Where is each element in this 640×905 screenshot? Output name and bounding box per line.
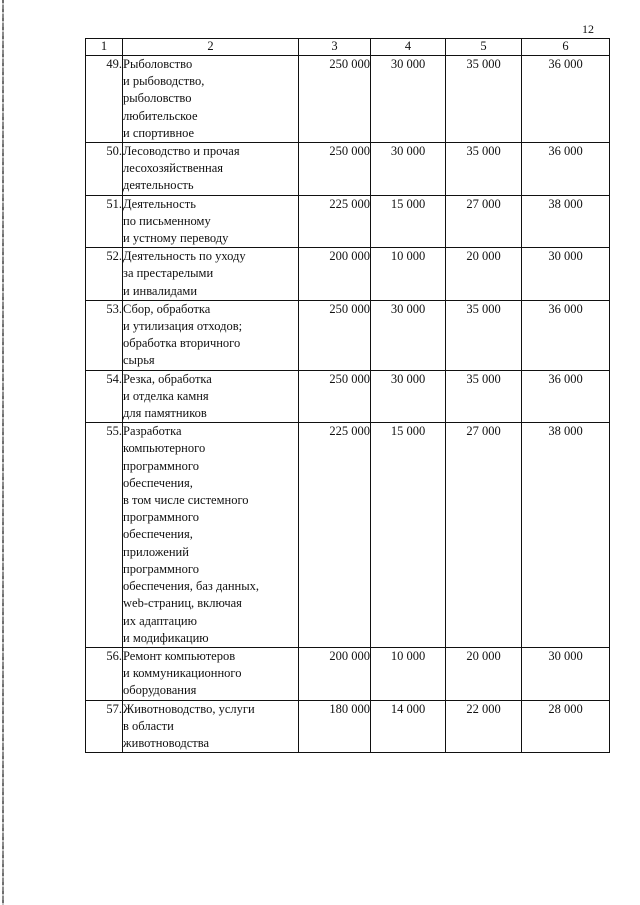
scan-edge-artifact (2, 0, 4, 905)
value-col-5: 27 000 (446, 423, 522, 648)
table-row (86, 300, 610, 370)
value-col-4: 30 000 (371, 370, 446, 423)
value-col-6: 36 000 (522, 370, 610, 423)
activity-name: Лесоводство и прочая лесохозяйственная деятельность (123, 143, 299, 196)
table-row (86, 195, 610, 248)
value-col-4: 10 000 (371, 647, 446, 700)
activity-name: Сбор, обработка и утилизация отходов; обработка вторичного сырья (123, 300, 299, 370)
column-header-4: 4 (371, 39, 446, 56)
value-col-6: 36 000 (522, 300, 610, 370)
table-header-row (86, 39, 610, 56)
value-col-4: 10 000 (371, 248, 446, 301)
value-col-6: 30 000 (522, 248, 610, 301)
row-number: 55. (86, 423, 123, 648)
row-number: 53. (86, 300, 123, 370)
column-header-5: 5 (446, 39, 522, 56)
table-row (86, 143, 610, 196)
column-header-6: 6 (522, 39, 610, 56)
value-col-4: 30 000 (371, 143, 446, 196)
value-col-3: 250 000 (299, 143, 371, 196)
row-number: 50. (86, 143, 123, 196)
row-number: 49. (86, 56, 123, 143)
table-row (86, 370, 610, 423)
value-col-3: 180 000 (299, 700, 371, 753)
value-col-5: 35 000 (446, 300, 522, 370)
activity-name: Животноводство, услуги в области животноводства (123, 700, 299, 753)
table-row (86, 423, 610, 648)
value-col-4: 15 000 (371, 423, 446, 648)
value-col-5: 20 000 (446, 647, 522, 700)
row-number: 51. (86, 195, 123, 248)
table-row (86, 56, 610, 143)
value-col-4: 14 000 (371, 700, 446, 753)
rates-table (85, 38, 610, 753)
value-col-6: 38 000 (522, 195, 610, 248)
value-col-4: 30 000 (371, 300, 446, 370)
column-header-3: 3 (299, 39, 371, 56)
column-header-2: 2 (123, 39, 299, 56)
value-col-3: 250 000 (299, 56, 371, 143)
value-col-3: 225 000 (299, 423, 371, 648)
activity-name: Ремонт компьютеров и коммуникационного оборудования (123, 647, 299, 700)
value-col-6: 38 000 (522, 423, 610, 648)
row-number: 52. (86, 248, 123, 301)
table-row (86, 248, 610, 301)
value-col-6: 28 000 (522, 700, 610, 753)
value-col-6: 30 000 (522, 647, 610, 700)
table-row (86, 647, 610, 700)
row-number: 56. (86, 647, 123, 700)
value-col-6: 36 000 (522, 143, 610, 196)
column-header-1: 1 (86, 39, 123, 56)
activity-name: Рыболовство и рыбоводство, рыболовство любительское и спортивное (123, 56, 299, 143)
value-col-6: 36 000 (522, 56, 610, 143)
row-number: 57. (86, 700, 123, 753)
value-col-4: 15 000 (371, 195, 446, 248)
value-col-3: 200 000 (299, 647, 371, 700)
value-col-3: 250 000 (299, 300, 371, 370)
activity-name: Деятельность по уходу за престарелыми и инвалидами (123, 248, 299, 301)
value-col-5: 35 000 (446, 370, 522, 423)
value-col-3: 250 000 (299, 370, 371, 423)
value-col-3: 225 000 (299, 195, 371, 248)
value-col-5: 20 000 (446, 248, 522, 301)
value-col-5: 35 000 (446, 143, 522, 196)
row-number: 54. (86, 370, 123, 423)
activity-name: Деятельность по письменному и устному переводу (123, 195, 299, 248)
value-col-5: 35 000 (446, 56, 522, 143)
value-col-5: 22 000 (446, 700, 522, 753)
table-row (86, 700, 610, 753)
page-number: 12 (582, 22, 594, 36)
value-col-4: 30 000 (371, 56, 446, 143)
activity-name: Разработка компьютерного программного обеспечения, в том числе системного программного обеспечения, приложений программного обеспечения, баз данных, web-страниц, включая их адаптацию и модификацию (123, 423, 299, 648)
activity-name: Резка, обработка и отделка камня для памятников (123, 370, 299, 423)
value-col-3: 200 000 (299, 248, 371, 301)
value-col-5: 27 000 (446, 195, 522, 248)
